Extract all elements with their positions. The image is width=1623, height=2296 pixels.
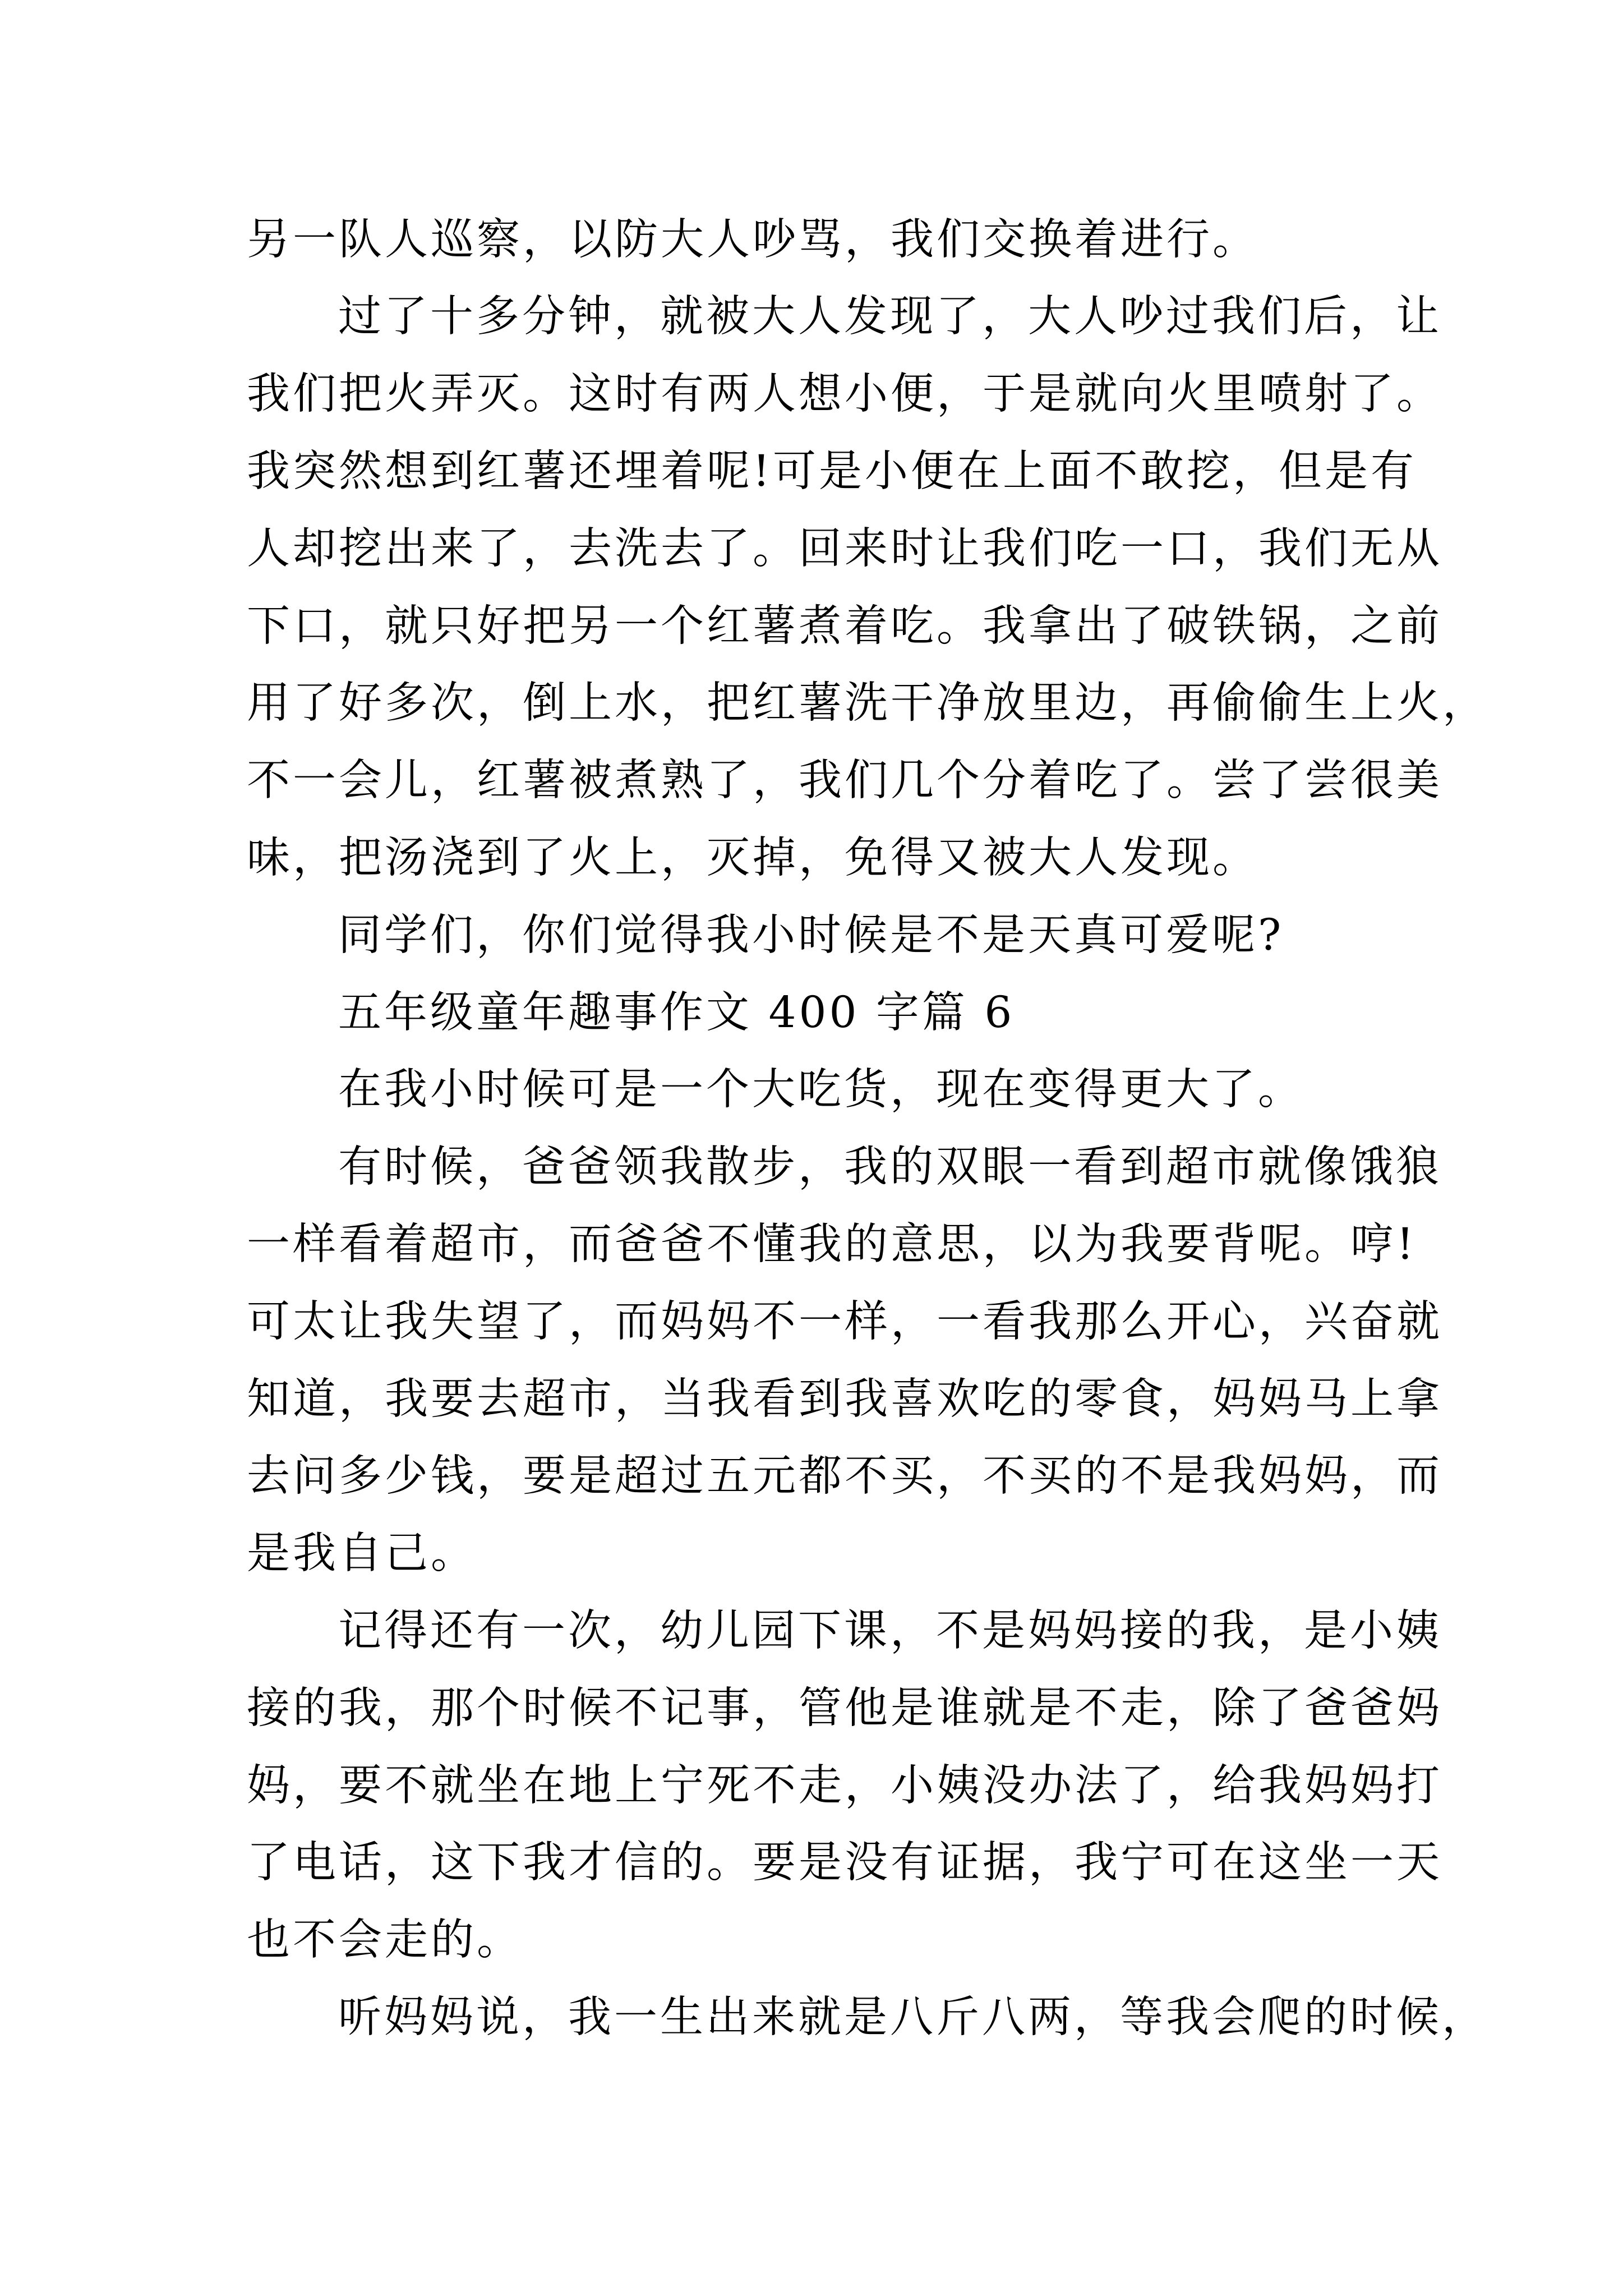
paragraph-first-line: 有时候，爸爸领我散步，我的双眼一看到超市就像饿狼 — [338, 1142, 1442, 1192]
text-line: 人却挖出来了，去洗去了。回来时让我们吃一口，我们无从 — [247, 524, 1442, 574]
section-heading: 五年级童年趣事作文 400 字篇 6 — [338, 988, 1015, 1038]
text-line: 我突然想到红薯还埋着呢!可是小便在上面不敢挖，但是有 — [247, 447, 1417, 496]
text-line: 另一队人巡察，以防大人吵骂，我们交换着进行。 — [247, 215, 1258, 265]
text-line: 去问多少钱，要是超过五元都不买，不买的不是我妈妈，而 — [247, 1451, 1442, 1501]
text-line: 也不会走的。 — [247, 1915, 523, 1965]
paragraph-first-line: 过了十多分钟，就被大人发现了，大人吵过我们后，让 — [338, 292, 1442, 342]
text-line: 不一会儿，红薯被煮熟了，我们几个分着吃了。尝了尝很美 — [247, 756, 1442, 806]
text-line: 可太让我失望了，而妈妈不一样，一看我那么开心，兴奋就 — [247, 1297, 1442, 1347]
text-line: 我们把火弄灭。这时有两人想小便，于是就向火里喷射了。 — [247, 369, 1442, 419]
text-line: 味，把汤浇到了火上，灭掉，免得又被大人发现。 — [247, 833, 1258, 883]
text-line: 一样看着超市，而爸爸不懂我的意思，以为我要背呢。哼! — [247, 1220, 1417, 1269]
paragraph-first-line: 记得还有一次，幼儿园下课，不是妈妈接的我，是小姨 — [338, 1606, 1442, 1656]
paragraph-first-line: 听妈妈说，我一生出来就是八斤八两，等我会爬的时候， — [338, 1993, 1488, 2042]
text-line: 了电话，这下我才信的。要是没有证据，我宁可在这坐一天 — [247, 1838, 1442, 1888]
text-line: 妈，要不就坐在地上宁死不走，小姨没办法了，给我妈妈打 — [247, 1761, 1442, 1811]
text-line: 用了好多次，倒上水，把红薯洗干净放里边，再偷偷生上火， — [247, 678, 1488, 728]
text-line: 是我自己。 — [247, 1529, 477, 1579]
paragraph-first-line: 同学们，你们觉得我小时候是不是天真可爱呢? — [338, 910, 1284, 960]
text-line: 知道，我要去超市，当我看到我喜欢吃的零食，妈妈马上拿 — [247, 1374, 1442, 1424]
paragraph-first-line: 在我小时候可是一个大吃货，现在变得更大了。 — [338, 1065, 1304, 1115]
text-line: 下口，就只好把另一个红薯煮着吃。我拿出了破铁锅，之前 — [247, 601, 1442, 651]
text-line: 接的我，那个时候不记事，管他是谁就是不走，除了爸爸妈 — [247, 1683, 1442, 1733]
